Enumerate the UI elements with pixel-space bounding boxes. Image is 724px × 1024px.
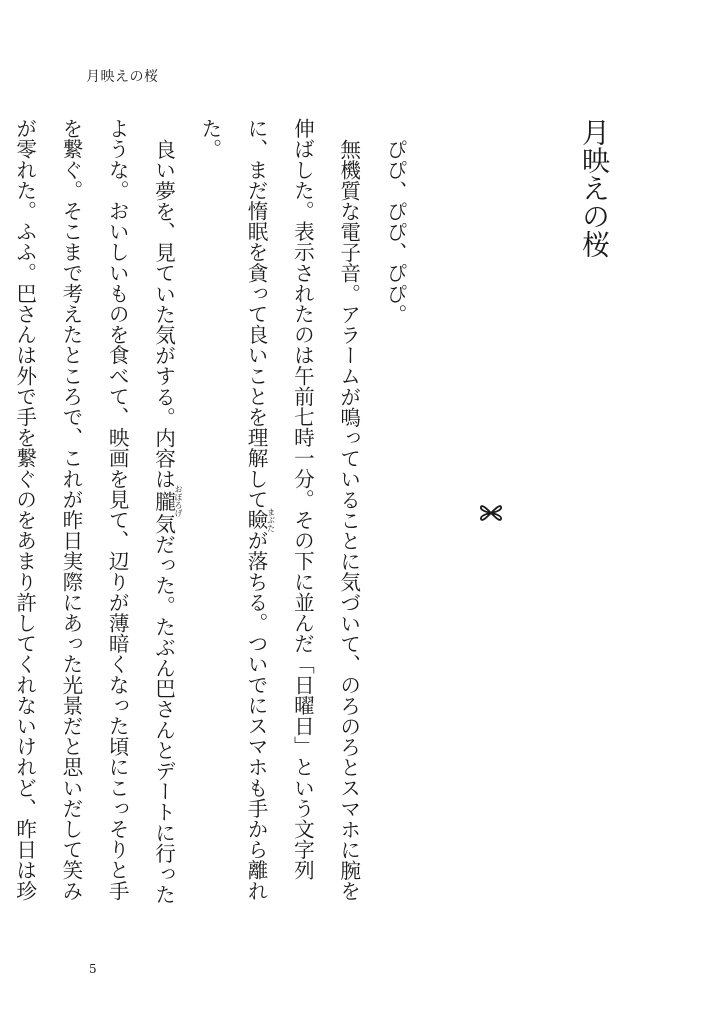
ruby-word: 朧おぼろげ bbox=[151, 484, 184, 517]
chapter-title: 月映えの桜 bbox=[578, 118, 611, 258]
ruby-word: 瞼まぶた bbox=[244, 507, 276, 532]
running-header: 月映えの桜 bbox=[86, 69, 159, 85]
x-ornament-icon bbox=[478, 500, 504, 526]
paragraph: ぴぴ、ぴぴ、ぴぴ。 bbox=[383, 138, 407, 324]
paragraph: 良い夢を、見ていた気がする。内容は朧おぼろげ気だった。たぶん巴さんとデートに行ったような。おいしいものを食べて、映画を見て、辺りが薄暗くなった頃にこっそりと手を繋ぐ。そこまで考えたところで、これが昨日実際にあった光景だと思いだして笑みが零れた。ふふ。巴さんは外で手を繋ぐのをあまり許してくれないけれど、昨日は珍 bbox=[12, 118, 184, 905]
body-text bbox=[0, 118, 418, 918]
paragraph: 無機質な電子音。アラームが鳴っていることに気づいて、のろのろとスマホに腕を伸ばした。表示されたのは午前七時一分。その下に並んだ「日曜日」という文字列に、まだ惰眠を貪って良いことを理解して瞼まぶたが落ちる。ついでにスマホも手から離れた。 bbox=[197, 118, 361, 901]
page-number: 5 bbox=[89, 962, 97, 976]
